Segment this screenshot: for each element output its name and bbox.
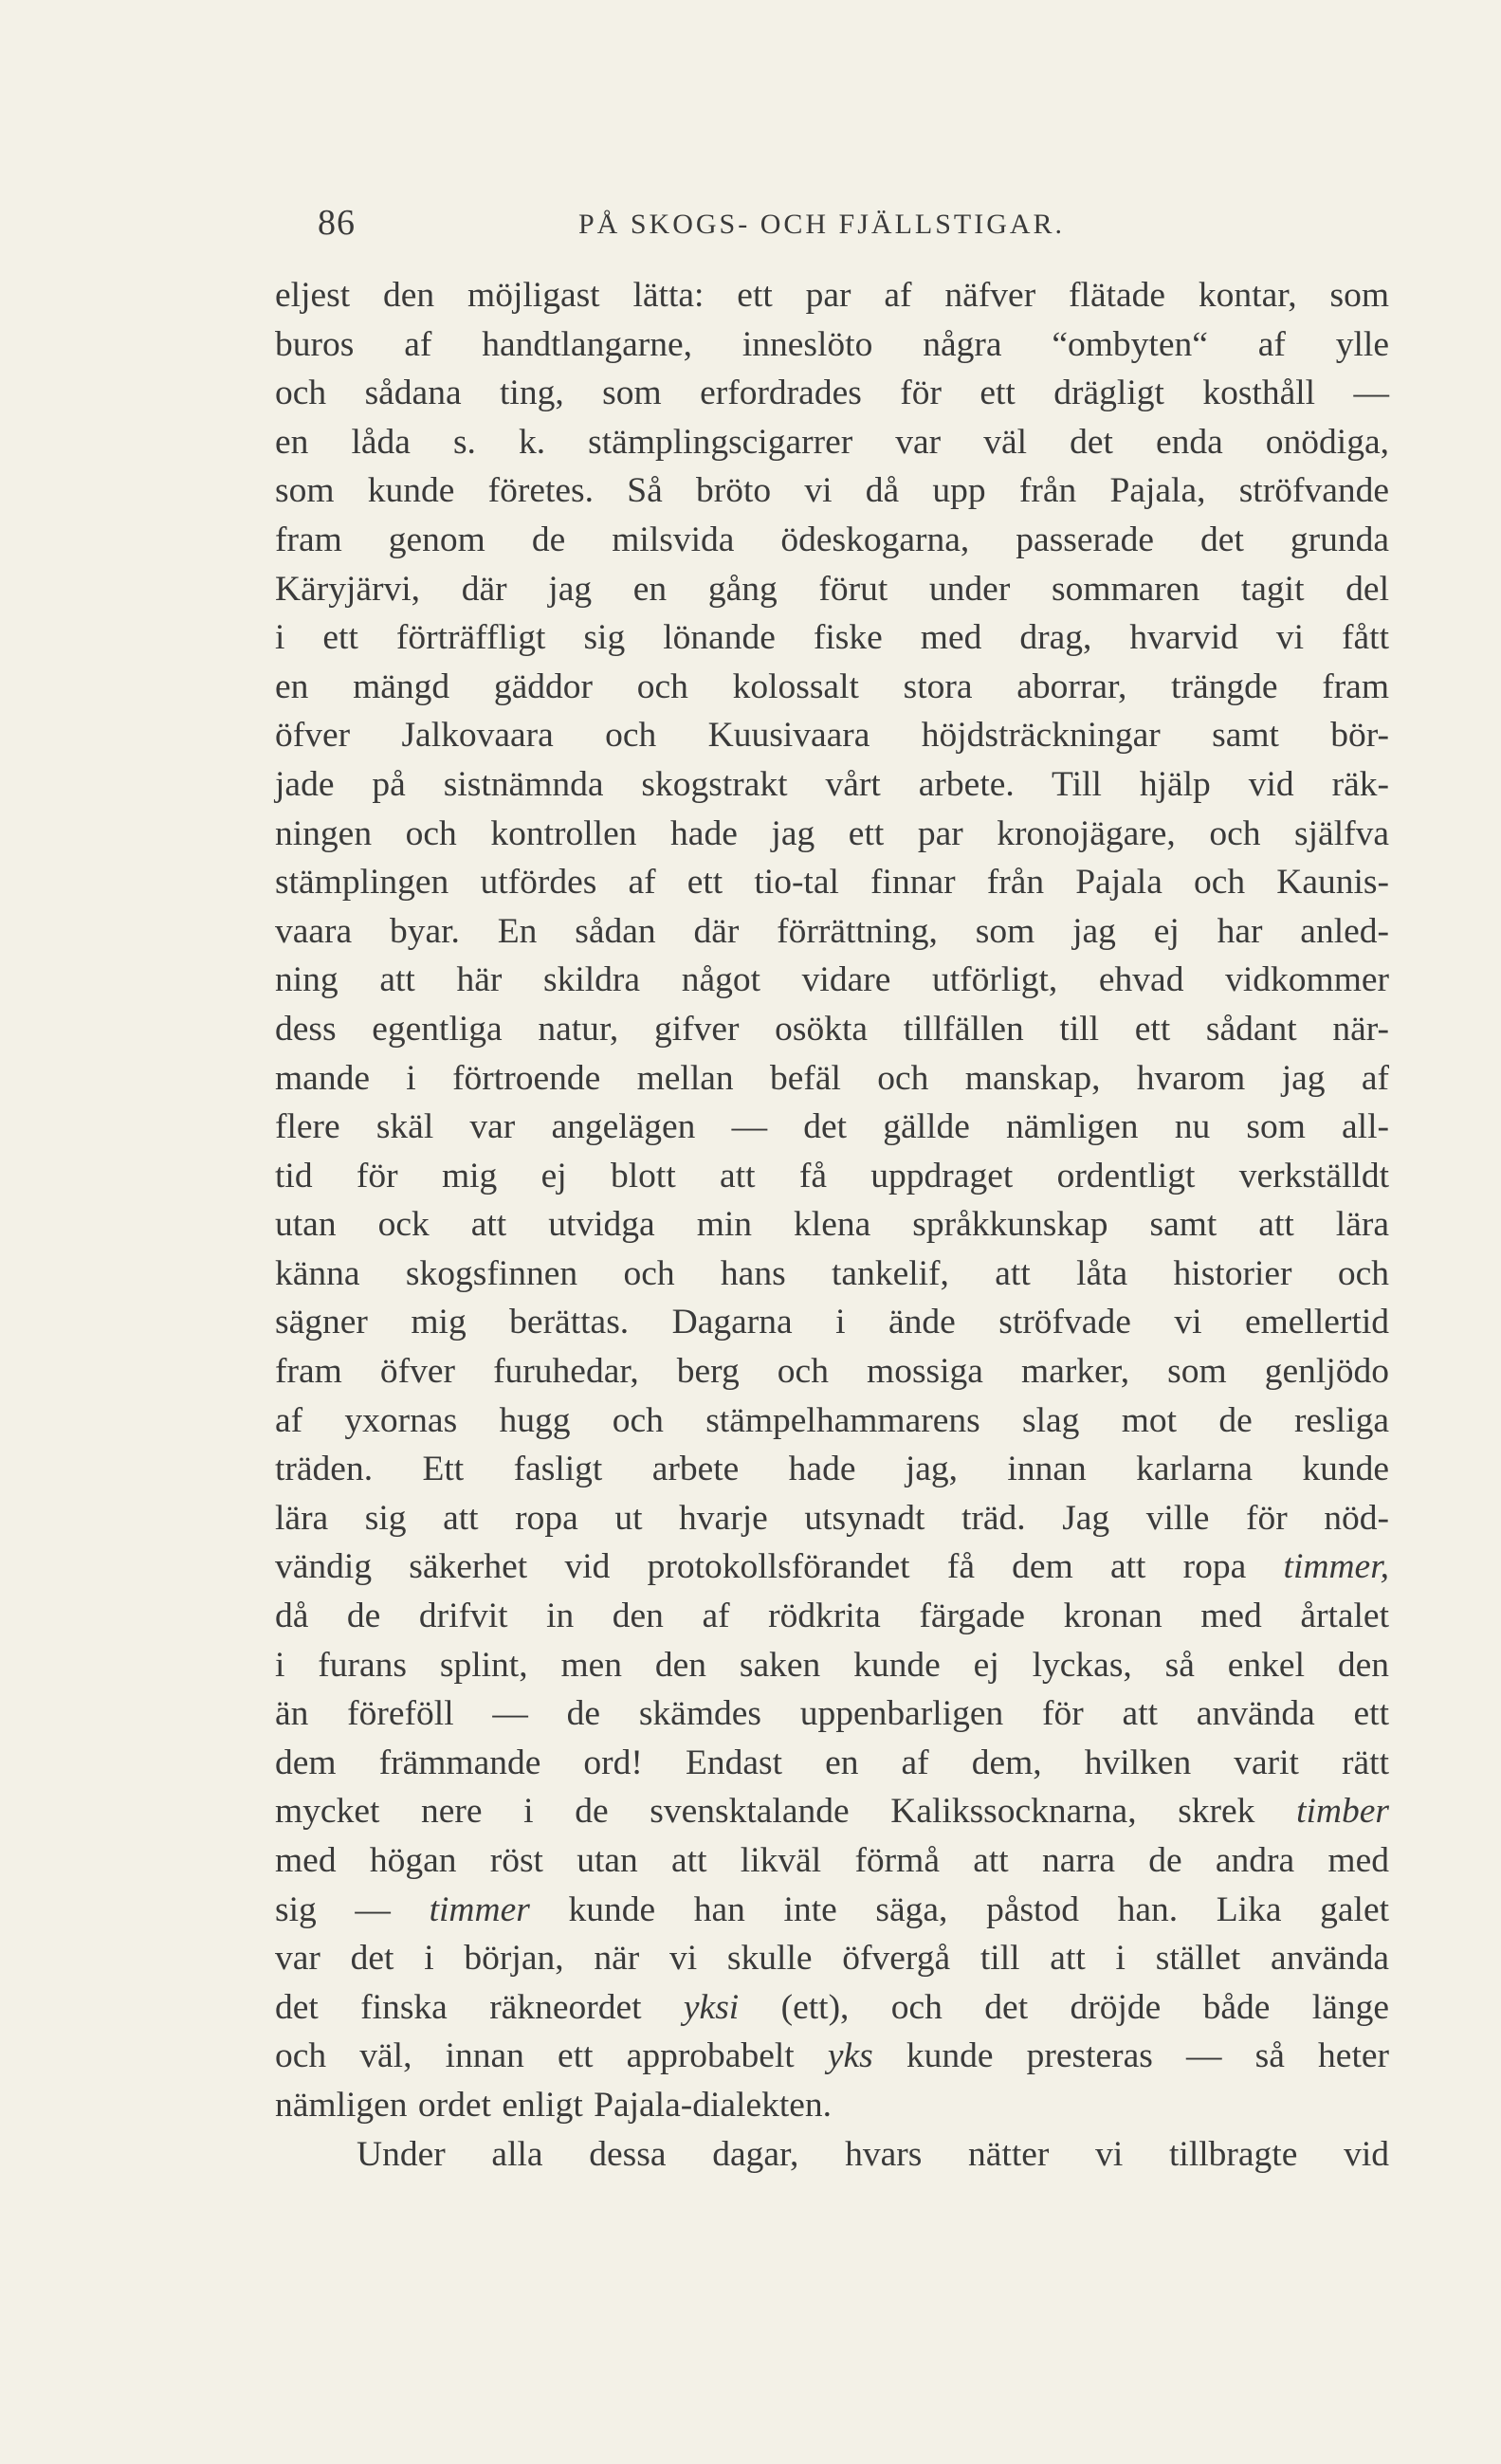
text-span: mycket nere i de svensktalande Kalikssocknarna, skrek: [275, 1792, 1255, 1832]
text-line: som kunde företes. Så bröto vi då upp från Pajala, ströfvande: [275, 471, 1389, 511]
text-span: vändig säkerhet vid protokollsförandet få dem att ropa: [275, 1547, 1247, 1587]
text-line: af yxornas hugg och stämpelhammarens slag mot de resliga: [275, 1400, 1389, 1440]
text-line: vaara byar. En sådan där förrättning, som jag ej har anled-: [275, 911, 1389, 951]
text-line: var det i början, när vi skulle öfvergå till att i stället använda: [275, 1939, 1389, 1979]
page-header: [318, 199, 1389, 246]
text-line: och sådana ting, som erfordrades för ett drägligt kosthåll —: [275, 374, 1389, 413]
body-text: [275, 271, 1389, 2179]
text-line: utan ock att utvidga min klena språkkunskap samt att lära: [275, 1205, 1389, 1245]
text-line: [275, 1983, 1389, 2033]
text-line: sägner mig berättas. Dagarna i ände ströfvade vi emellertid: [275, 1303, 1389, 1342]
text-span: det finska räkneordet: [275, 1987, 642, 2027]
text-line: [275, 1886, 1389, 1935]
text-line: en mängd gäddor och kolossalt stora aborrar, trängde fram: [275, 666, 1389, 706]
text-line: Under alla dessa dagar, hvars nätter vi tillbragte vid: [357, 2134, 1389, 2174]
text-span: kunde presteras — så heter: [906, 2036, 1390, 2076]
running-title: PÅ SKOGS- OCH FJÄLLSTIGAR.: [578, 209, 1066, 240]
text-line: buros af handtlangarne, inneslöto några “ombyten“ af ylle: [275, 324, 1389, 364]
text-line: nämligen ordet enligt Pajala-dialekten.: [275, 2085, 833, 2125]
text-line: [275, 1542, 1389, 1592]
text-line: träden. Ett fasligt arbete hade jag, innan karlarna kunde: [275, 1450, 1389, 1489]
italic-word: timmer: [429, 1889, 530, 1929]
text-line: fram öfver furuhedar, berg och mossiga marker, som genljödo: [275, 1352, 1389, 1392]
text-line: en låda s. k. stämplingscigarrer var väl det enda onödiga,: [275, 422, 1389, 462]
text-span: (ett), och det dröjde både länge: [780, 1987, 1390, 2027]
text-span: sig —: [275, 1889, 391, 1929]
italic-word: timmer,: [1283, 1547, 1390, 1587]
italic-word: yksi: [683, 1987, 740, 2027]
text-line: [275, 1787, 1389, 1836]
text-line: än föreföll — de skämdes uppenbarligen för att använda ett: [275, 1694, 1389, 1734]
italic-word: yks: [827, 2036, 873, 2076]
text-line: jade på sistnämnda skogstrakt vårt arbete. Till hjälp vid räk-: [275, 764, 1389, 804]
text-line: med högan röst utan att likväl förmå att narra de andra med: [275, 1841, 1389, 1880]
text-line: stämplingen utfördes af ett tio-tal finnar från Pajala och Kaunis-: [275, 863, 1389, 903]
page-number: 86: [318, 203, 356, 243]
text-line: i ett förträffligt sig lönande fiske med drag, hvarvid vi fått: [275, 618, 1389, 658]
text-line: lära sig att ropa ut hvarje utsynadt träd. Jag ville för nöd-: [275, 1498, 1389, 1538]
text-line: ningen och kontrollen hade jag ett par kronojägare, och själfva: [275, 813, 1389, 853]
text-line: Käryjärvi, där jag en gång förut under sommaren tagit del: [275, 569, 1389, 609]
text-line: mande i förtroende mellan befäl och manskap, hvarom jag af: [275, 1058, 1389, 1098]
text-line: flere skäl var angelägen — det gällde nämligen nu som all-: [275, 1107, 1389, 1147]
text-line: i furans splint, men den saken kunde ej lyckas, så enkel den: [275, 1645, 1389, 1685]
text-span: och väl, innan ett approbabelt: [275, 2036, 795, 2076]
text-line: känna skogsfinnen och hans tankelif, att låta historier och: [275, 1253, 1389, 1293]
text-line: dem främmande ord! Endast en af dem, hvilken varit rätt: [275, 1743, 1389, 1782]
italic-word: timber: [1296, 1792, 1389, 1832]
text-line: fram genom de milsvida ödeskogarna, passerade det grunda: [275, 520, 1389, 559]
text-line: öfver Jalkovaara och Kuusivaara höjdsträckningar samt bör-: [275, 716, 1389, 756]
text-line: dess egentliga natur, gifver osökta tillfällen till ett sådant när-: [275, 1009, 1389, 1049]
text-line: eljest den möjligast lätta: ett par af näfver flätade kontar, som: [275, 276, 1389, 315]
text-line: ning att här skildra något vidare utförligt, ehvad vidkommer: [275, 960, 1389, 1000]
text-line: tid för mig ej blott att få uppdraget ordentligt verkställdt: [275, 1156, 1389, 1195]
text-line: [275, 2032, 1389, 2081]
text-span: kunde han inte säga, påstod han. Lika galet: [568, 1889, 1390, 1929]
text-line: då de drifvit in den af rödkrita färgade kronan med årtalet: [275, 1597, 1389, 1636]
